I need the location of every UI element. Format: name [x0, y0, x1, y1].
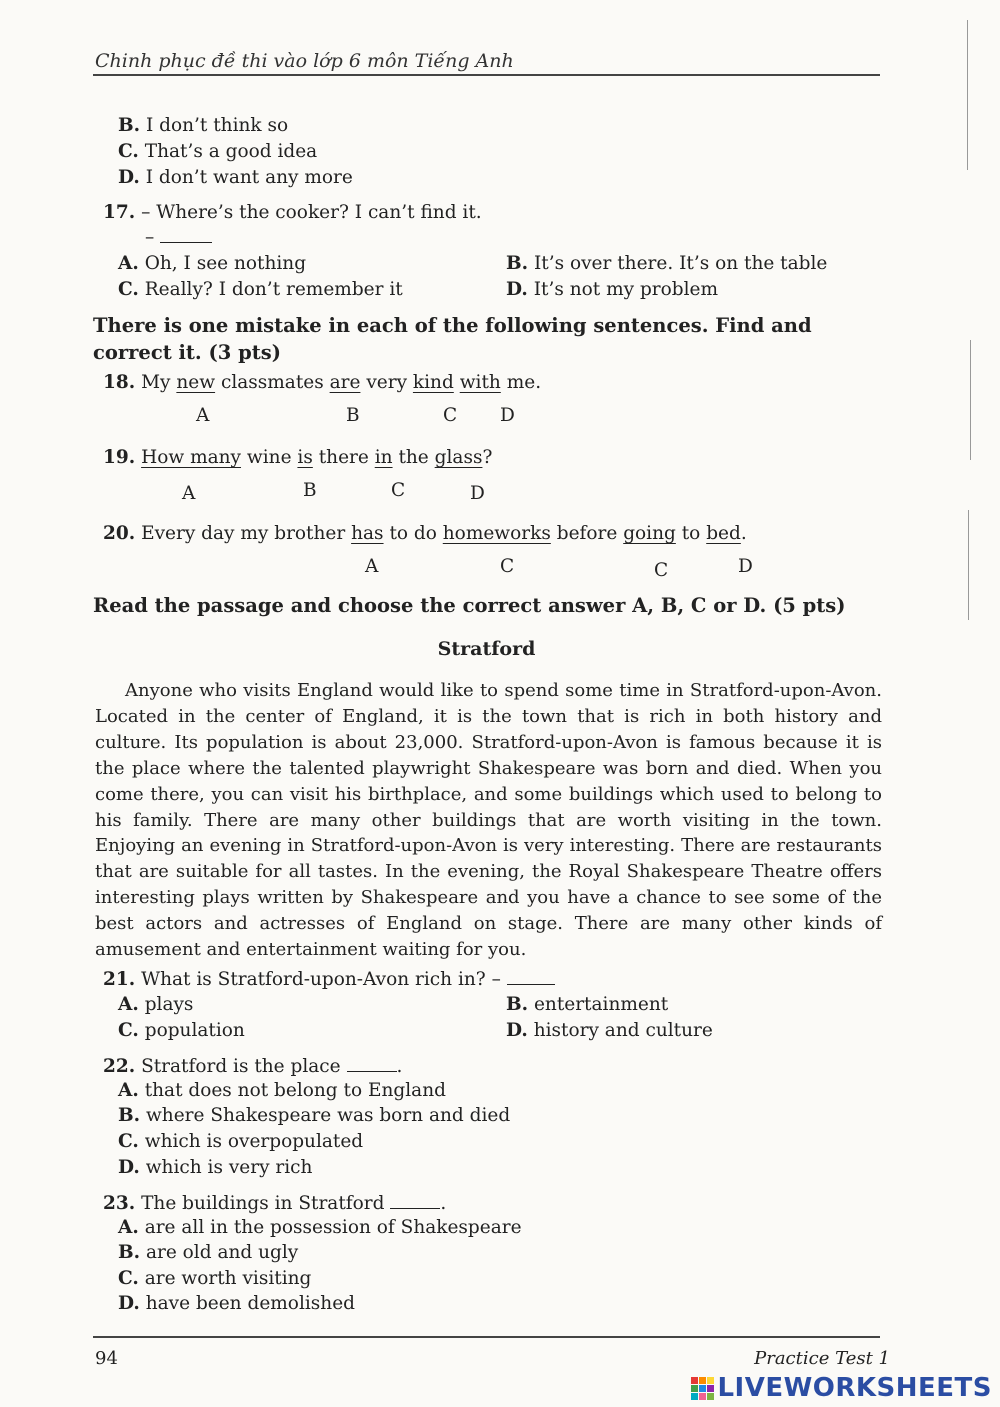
q16-option-c: C. That’s a good idea [118, 141, 318, 162]
q20-underlined-b: homeworks [442, 523, 551, 544]
q19-sentence: 19. How many wine is there in the glass? [103, 447, 493, 468]
q17-stem: 17. – Where’s the cooker? I can’t find it. [103, 202, 482, 223]
q17-option-a: A. Oh, I see nothing [118, 253, 307, 274]
q18-underlined-b: are [329, 372, 361, 393]
q20-underlined-c: going [623, 523, 676, 544]
q20-letter-b: C [500, 556, 515, 577]
scan-artifact [967, 20, 968, 170]
q16-option-d: D. I don’t want any more [118, 167, 353, 188]
q22-option-b: B. where Shakespeare was born and died [118, 1105, 511, 1126]
q19-letter-b: B [303, 480, 317, 501]
q20-letter-a: A [365, 556, 379, 577]
q16-option-b: B. I don’t think so [118, 115, 289, 136]
q23-option-a: A. are all in the possession of Shakespeare [118, 1217, 522, 1238]
q18-letter-c: C [443, 405, 458, 426]
q20-sentence: 20. Every day my brother has to do homeworks before going to bed. [103, 523, 747, 544]
q19-underlined-c: in [374, 447, 393, 468]
q19-underlined-b: is [297, 447, 313, 468]
q17-option-c: C. Really? I don’t remember it [118, 279, 403, 300]
q20-letter-c: C [654, 560, 669, 581]
q18-sentence: 18. My new classmates are very kind with me. [103, 372, 542, 393]
logo-grid-icon [691, 1377, 714, 1400]
q17-answer-blank: – [145, 226, 212, 248]
q19-letter-d: D [470, 483, 485, 504]
logo-text: LIVEWORKSHEETS [717, 1373, 992, 1403]
liveworksheets-logo[interactable] [691, 1373, 992, 1403]
q21-option-a: A. plays [118, 994, 194, 1015]
q17-option-b: B. It’s over there. It’s on the table [506, 253, 828, 274]
q20-underlined-d: bed [706, 523, 741, 544]
q20-letter-d: D [738, 556, 753, 577]
q18-letter-b: B [346, 405, 360, 426]
q22-stem: 22. Stratford is the place . [103, 1056, 403, 1077]
q22-option-a: A. that does not belong to England [118, 1080, 446, 1101]
section-instruction-error-correction: There is one mistake in each of the following sentences. Find and correct it. (3 pts) [93, 314, 812, 364]
q19-letter-a: A [182, 483, 196, 504]
scan-artifact [968, 510, 969, 620]
q19-underlined-a: How many [141, 447, 242, 468]
footer-rule [93, 1336, 880, 1338]
page-header-title: Chinh phục đề thi vào lớp 6 môn Tiếng Anh [95, 50, 514, 72]
footer-test-name: Practice Test 1 [754, 1348, 890, 1369]
q21-option-b: B. entertainment [506, 994, 669, 1015]
q21-option-c: C. population [118, 1020, 245, 1041]
q18-underlined-a: new [176, 372, 216, 393]
q22-option-c: C. which is overpopulated [118, 1131, 364, 1152]
q17-option-d: D. It’s not my problem [506, 279, 719, 300]
q18-underlined-c: kind [412, 372, 454, 393]
q18-letter-a: A [196, 405, 210, 426]
q21-option-d: D. history and culture [506, 1020, 713, 1041]
q19-letter-c: C [391, 480, 406, 501]
q20-underlined-a: has [351, 523, 384, 544]
scan-artifact [970, 340, 971, 460]
q23-option-c: C. are worth visiting [118, 1268, 312, 1289]
q18-letter-d: D [500, 405, 515, 426]
q23-option-d: D. have been demolished [118, 1293, 355, 1314]
q23-option-b: B. are old and ugly [118, 1242, 299, 1263]
passage-title: Stratford [437, 638, 536, 660]
reading-passage: Anyone who visits England would like to spend some time in Stratford-upon-Avon. Located in the center of England, it is the town that is rich in both history and culture. Its population is about 23,000. Stratford-upon-Avon is famous because it is the place where the talented playwright Shakespeare was born and died. When you come there, you can visit his birthplace, and some buildings which used to belong to his family. There are many other buildings that are worth visiting in the town. Enjoying an evening in Stratford-upon-Avon is very interesting. There are restaurants that are suitable for all tastes. In the evening, the Royal Shakespeare Theatre offers interesting plays written by Shakespeare and you have a chance to see some of the best actors and actresses of England on stage. There are many other kinds of amusement and entertainment waiting for you. [95, 680, 882, 961]
page-number: 94 [95, 1348, 118, 1369]
q19-underlined-d: glass [434, 447, 483, 468]
section-instruction-reading: Read the passage and choose the correct answer A, B, C or D. (5 pts) [93, 594, 846, 617]
header-rule [93, 74, 880, 76]
q18-underlined-d: with [459, 372, 501, 393]
q23-stem: 23. The buildings in Stratford . [103, 1193, 447, 1214]
q22-option-d: D. which is very rich [118, 1157, 313, 1178]
q21-stem: 21. What is Stratford-upon-Avon rich in? – [103, 968, 555, 990]
